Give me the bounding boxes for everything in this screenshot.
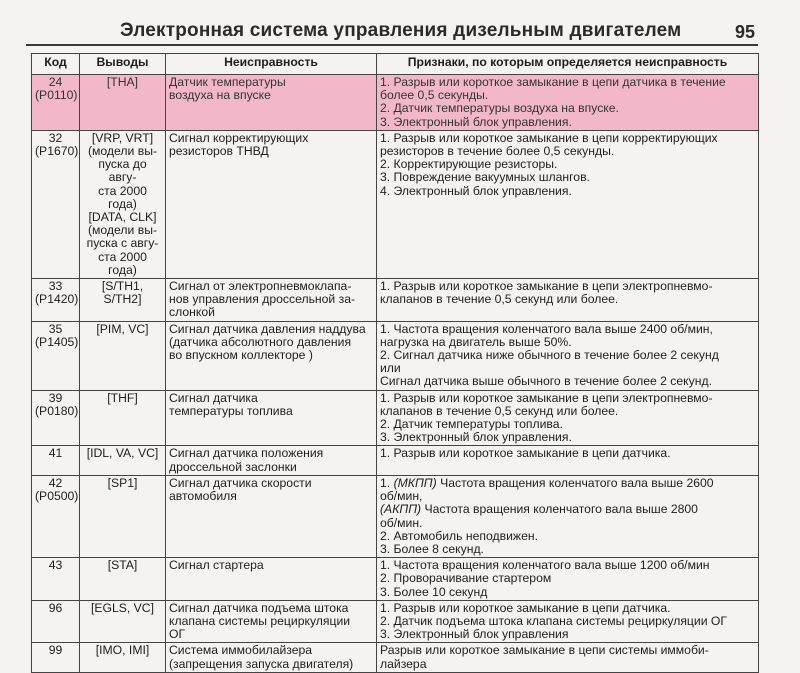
cell-symptoms-line: 1. Разрыв или короткое замыкание в цепи датчика в течение: [380, 75, 726, 89]
cell-pins: [80, 446, 166, 475]
cell-pins-line: [IMO, IMI]: [95, 643, 150, 658]
cell-code-line: 41: [48, 446, 63, 461]
page-title: Электронная система управления дизельным двигателем: [120, 20, 682, 41]
cell-pins-line: [VRP, VRT]: [91, 130, 154, 145]
cell-fault: [166, 475, 377, 557]
cell-pins-line: (модели вы-: [87, 223, 158, 238]
cell-pins-line: (модели вы-: [87, 144, 158, 159]
cell-symptoms-line: лайзера: [380, 656, 427, 671]
cell-symptoms-line: 1. Разрыв или короткое замыкание в цепи датчика.: [380, 446, 671, 461]
cell-fault-line: нов управления дроссельной за-: [169, 292, 356, 307]
cell-symptoms-line: 3. Электронный блок управления: [380, 627, 569, 642]
cell-symptoms-line: 1. Разрыв или короткое замыкание в цепи датчика.: [380, 600, 671, 615]
cell-pins-line: ста 2000 года): [98, 183, 147, 211]
cell-symptoms: [377, 643, 759, 672]
cell-code-line: (P1405): [35, 334, 79, 349]
cell-code: [32, 600, 80, 643]
cell-code-line: 33: [48, 279, 63, 294]
cell-symptoms-line: 1. Разрыв или короткое замыкание в цепи корректирующих: [380, 130, 718, 145]
cell-code-line: (P0500): [35, 489, 79, 504]
cell-pins-line: [DATA, CLK]: [88, 210, 157, 225]
column-header-symptoms: Признаки, по которым определяется неисправность: [377, 54, 759, 75]
cell-pins: [80, 475, 166, 557]
cell-symptoms: [377, 75, 759, 131]
cell-fault-line: Сигнал датчика: [169, 390, 258, 405]
cell-symptoms: [377, 130, 759, 278]
table-row: [32, 558, 759, 601]
cell-code-line: (P1420): [35, 292, 79, 307]
cell-symptoms-line: более 0,5 секунды.: [380, 88, 489, 103]
cell-symptoms-line: 1. (МКПП) Частота вращения коленчатого вала выше 2600: [380, 475, 714, 490]
cell-fault-line: Сигнал стартера: [169, 558, 264, 573]
cell-symptoms-line: 2. Корректирующие резисторы.: [380, 157, 558, 172]
cell-symptoms-line: нагрузка на двигатель выше 50%.: [380, 334, 572, 349]
cell-fault-line: Сигнал датчика положения: [169, 446, 324, 461]
cell-pins-line: пуска до авгу-: [98, 157, 147, 185]
cell-symptoms-line: 4. Электронный блок управления.: [380, 183, 572, 198]
cell-fault: [166, 279, 377, 322]
table-row: [32, 321, 759, 390]
cell-pins-line: пуска с авгу-: [86, 236, 159, 251]
cell-pins: [80, 558, 166, 601]
table-header-row: [32, 54, 759, 75]
cell-fault-line: ОГ: [169, 627, 186, 642]
cell-fault: [166, 321, 377, 390]
table-row: [32, 279, 759, 322]
cell-code-line: (P0110): [35, 88, 78, 103]
cell-pins-line: [THF]: [107, 390, 138, 405]
cell-symptoms-line: 3. Более 8 секунд.: [380, 541, 484, 556]
cell-pins-line: [EGLS, VC]: [91, 600, 154, 615]
cell-code-line: 99: [48, 643, 63, 658]
column-header-fault: Неисправность: [166, 54, 377, 75]
cell-symptoms-line: Сигнал датчика выше обычного в течение более 2 секунд.: [380, 374, 712, 389]
cell-symptoms: [377, 558, 759, 601]
cell-symptoms-line: 2. Датчик подъема штока клапана системы рециркуляции ОГ: [380, 613, 727, 628]
cell-symptoms-line: 2. Автомобиль неподвижен.: [380, 528, 538, 543]
cell-symptoms: [377, 600, 759, 643]
cell-symptoms-line: об/мин.: [380, 515, 423, 530]
cell-fault-line: Сигнал датчика скорости: [169, 475, 312, 490]
cell-pins: [80, 130, 166, 278]
cell-code-line: (P0180): [35, 403, 79, 418]
table-row: [32, 390, 759, 446]
cell-symptoms: [377, 390, 759, 446]
header-rule: [26, 44, 758, 46]
cell-fault-line: воздуха на впуске: [169, 88, 271, 103]
cell-fault: [166, 390, 377, 446]
cell-symptoms: [377, 475, 759, 557]
cell-pins-line: [PIM, VC]: [96, 321, 149, 336]
cell-code: [32, 475, 80, 557]
cell-fault-line: (запрещения запуска двигателя): [169, 656, 354, 671]
cell-fault-line: дроссельной заслонки: [169, 459, 297, 474]
cell-pins-line: [SP1]: [107, 475, 138, 490]
page-number: 95: [735, 22, 756, 42]
cell-fault: [166, 75, 377, 131]
cell-pins-line: [STA]: [107, 558, 138, 573]
cell-code: [32, 643, 80, 672]
cell-fault-line: во впускном коллекторе ): [169, 348, 313, 363]
cell-code: [32, 558, 80, 601]
cell-symptoms-line: 1. Частота вращения коленчатого вала выше 2400 об/мин,: [380, 321, 713, 336]
cell-fault-line: клапана системы рециркуляции: [169, 613, 351, 628]
cell-symptoms-line: клапанов в течение 0,5 секунд или более.: [380, 292, 619, 307]
cell-fault-line: Сигнал от электропневмоклапа-: [169, 279, 352, 294]
cell-symptoms-line: об/мин,: [380, 489, 423, 504]
cell-fault: [166, 558, 377, 601]
cell-fault-line: резисторов ТНВД: [169, 144, 269, 159]
column-header-pins: Выводы: [80, 54, 166, 75]
cell-pins: [80, 75, 166, 131]
cell-code-line: 35: [48, 321, 63, 336]
cell-symptoms-line: Разрыв или короткое замыкание в цепи системы иммоби-: [380, 643, 709, 658]
cell-pins-line: [IDL, VA, VC]: [86, 446, 159, 461]
cell-code-line: 39: [48, 390, 63, 405]
cell-fault-line: Сигнал корректирующих: [169, 130, 309, 145]
cell-fault: [166, 600, 377, 643]
table-row: [32, 130, 759, 278]
cell-pins-line: [S/TH1, S/TH2]: [101, 279, 144, 307]
fault-code-table: [31, 53, 759, 673]
cell-fault-line: Датчик температуры: [169, 75, 286, 89]
cell-fault-line: Сигнал датчика подъема штока: [169, 600, 349, 615]
cell-fault: [166, 643, 377, 672]
column-header-code: Код: [32, 54, 80, 75]
cell-pins: [80, 643, 166, 672]
table-row: [32, 643, 759, 672]
cell-fault-line: Система иммобилайзера: [169, 643, 313, 658]
cell-symptoms-line: 3. Электронный блок управления.: [380, 114, 572, 129]
cell-symptoms-line: 3. Электронный блок управления.: [380, 430, 572, 445]
cell-symptoms-line: или: [380, 361, 401, 376]
cell-symptoms: [377, 321, 759, 390]
cell-code: [32, 446, 80, 475]
cell-symptoms-line: резисторов в течение более 0,5 секунды.: [380, 144, 615, 159]
cell-symptoms-line: 2. Датчик температуры топлива.: [380, 417, 563, 432]
cell-pins-line: ста 2000 года): [98, 249, 147, 277]
cell-code-line: 43: [48, 558, 63, 573]
table-row: [32, 475, 759, 557]
cell-symptoms-line: 2. Датчик температуры воздуха на впуске.: [380, 101, 619, 116]
cell-code-line: 42: [48, 475, 63, 490]
cell-pins: [80, 390, 166, 446]
table-row: [32, 600, 759, 643]
cell-code-line: 24: [48, 75, 63, 89]
cell-code-line: 96: [48, 600, 63, 615]
cell-symptoms: [377, 279, 759, 322]
cell-code-line: 32: [48, 130, 63, 145]
cell-symptoms-line: 1. Частота вращения коленчатого вала выше 1200 об/мин: [380, 558, 710, 573]
cell-code: [32, 390, 80, 446]
cell-pins-line: [THA]: [106, 75, 139, 89]
cell-code: [32, 321, 80, 390]
table-body: [32, 75, 759, 673]
cell-code-line: (P1670): [35, 144, 79, 159]
table-row: [32, 446, 759, 475]
cell-fault-line: (датчика абсолютного давления: [169, 334, 352, 349]
cell-symptoms-line: 3. Более 10 секунд: [380, 584, 488, 599]
cell-symptoms-line: 2. Сигнал датчика ниже обычного в течение более 2 секунд: [380, 348, 719, 363]
cell-symptoms-line: 1. Разрыв или короткое замыкание в цепи электропневмо-: [380, 279, 713, 294]
cell-symptoms: [377, 446, 759, 475]
cell-fault: [166, 130, 377, 278]
cell-symptoms-line: 1. Разрыв или короткое замыкание в цепи электропневмо-: [380, 390, 713, 405]
cell-code: [32, 130, 80, 278]
cell-code: [32, 279, 80, 322]
cell-symptoms-line: 2. Проворачивание стартером: [380, 571, 552, 586]
cell-pins: [80, 279, 166, 322]
cell-fault-line: Сигнал датчика давления наддува: [169, 321, 366, 336]
cell-code: [32, 75, 80, 131]
cell-fault-line: автомобиля: [169, 489, 237, 504]
cell-fault-line: температуры топлива: [169, 403, 293, 418]
cell-fault: [166, 446, 377, 475]
cell-fault-line: слонкой: [169, 305, 215, 320]
cell-pins: [80, 321, 166, 390]
cell-pins: [80, 600, 166, 643]
cell-symptoms-line: (АКПП) Частота вращения коленчатого вала выше 2800: [380, 502, 698, 517]
cell-symptoms-line: 3. Повреждение вакуумных шлангов.: [380, 170, 590, 185]
table-row: [32, 75, 759, 131]
cell-symptoms-line: клапанов в течение 0,5 секунд или более.: [380, 403, 619, 418]
